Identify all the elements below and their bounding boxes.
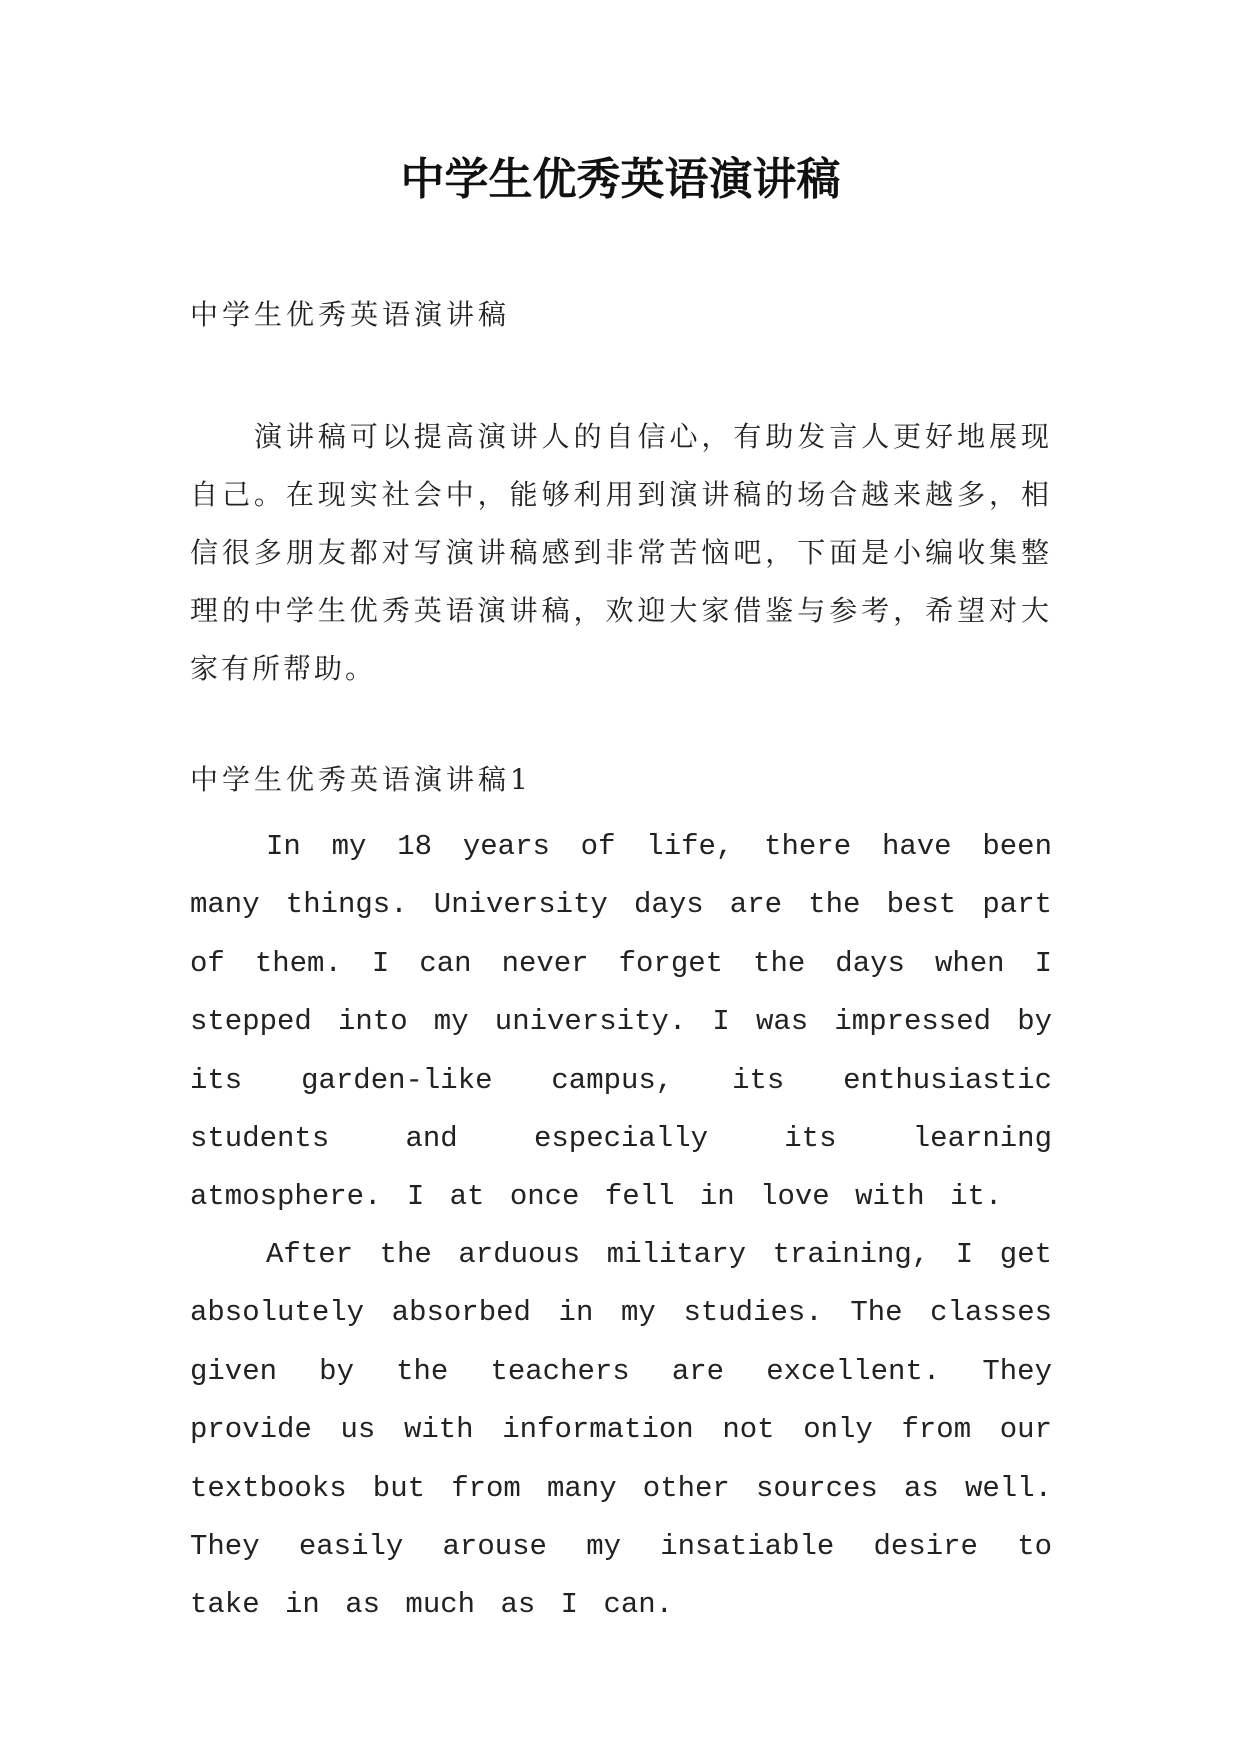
speech-paragraph-2: After the arduous military training, I get absolutely absorbed in my studies. The classes given by the teachers are excellent. They provide us with information not only from our textbooks but from many other sources as well. They easily arouse my insatiable desire to take in as much as I can. [190,1238,1052,1622]
intro-paragraph: 演讲稿可以提高演讲人的自信心，有助发言人更好地展现自己。在现实社会中，能够利用到演讲稿的场合越来越多，相信很多朋友都对写演讲稿感到非常苦恼吧，下面是小编收集整理的中学生优秀英语演讲稿，欢迎大家借鉴与参考，希望对大家有所帮助。 [190,420,1052,685]
document-title: 中学生优秀英语演讲稿 [400,154,841,205]
section-heading: 中学生优秀英语演讲稿1 [190,763,532,796]
speech-paragraph-1: In my 18 years of life, there have been many things. University days are the best part of them. I can never forget the days when I stepped into my university. I was impressed by its garden-like campus, its enthusiastic students and especially its learning atmosphere. I at once fell in love with it. [190,830,1052,1214]
document-subtitle: 中学生优秀英语演讲稿 [190,298,511,331]
